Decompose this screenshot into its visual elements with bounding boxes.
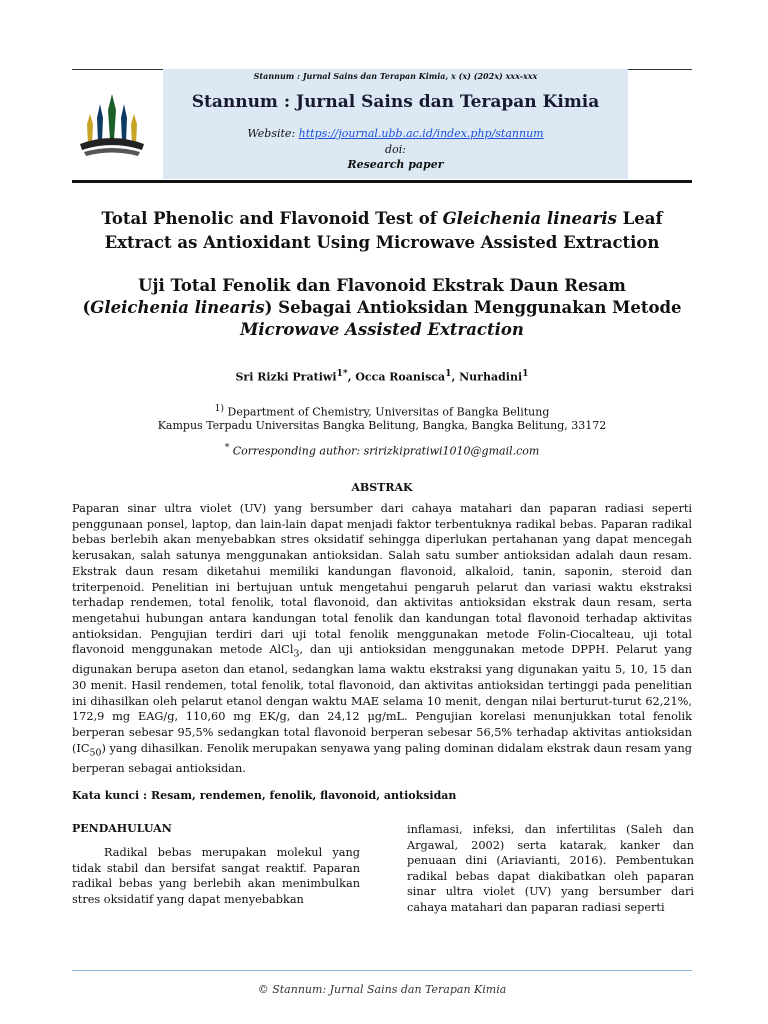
corresponding-author: * Corresponding author: sririzkipratiwi1010@gmail.com (224, 442, 540, 458)
keywords: Kata kunci : Resam, rendemen, fenolik, flavonoid, antioksidan (72, 789, 457, 802)
english-title (72, 207, 692, 255)
author-name: , Nurhadini (451, 370, 523, 384)
author-name: , Occa Roanisca (347, 370, 446, 384)
author-name: Sri Rizki Pratiwi (235, 370, 337, 384)
footer-rule (72, 970, 692, 971)
header-bottom-rule (72, 180, 692, 183)
introduction-right-column: inflamasi, infeksi, dan infertilitas (Saleh dan Argawal, 2002) serta katarak, kanker dan penuaan dini (Ariavianti, 2016). Pembentukan radikal bebas dapat diakibatkan oleh paparan sinar ultra violet (UV) yang bersumber dari cahaya matahari dan paparan radiasi seperti (407, 823, 694, 914)
indonesian-title (72, 275, 692, 341)
introduction-left-column: Radikal bebas merupakan molekul yang tidak stabil dan bersifat sangat reaktif. Paparan radikal bebas yang berlebih akan menimbulkan stres oksidatif yang dapat menyebabkan (72, 846, 360, 906)
species-name: Gleichenia linearis (90, 298, 265, 317)
website-link[interactable]: https://journal.ubb.ac.id/index.php/stannum (298, 127, 544, 140)
website-line (163, 127, 628, 140)
english-title-line1: Total Phenolic and Flavonoid Test of Gleichenia linearis Leaf (101, 209, 663, 228)
section-heading-introduction: PENDAHULUAN (72, 822, 172, 835)
indonesian-title-line3: Microwave Assisted Extraction (240, 320, 524, 339)
website-label: Website: (247, 127, 299, 140)
indonesian-title-line2: (Gleichenia linearis) Sebagai Antioksidan Menggunakan Metode (82, 298, 682, 317)
journal-title: Stannum : Jurnal Sains dan Terapan Kimia (191, 92, 600, 112)
affiliation-line1: $^{1)}$ Department of Chemistry, Universitas of Bangka Belitung (214, 403, 550, 419)
indonesian-title-line1: Uji Total Fenolik dan Flavonoid Ekstrak Daun Resam (138, 276, 626, 295)
abstract-heading: ABSTRAK (351, 481, 413, 494)
affiliation-line2: Kampus Terpadu Universitas Bangka Belitung, Bangka, Bangka Belitung, 33172 (157, 419, 607, 432)
paper-type: Research paper (347, 158, 444, 171)
author-list: Sri Rizki Pratiwi$^{1*}$, Occa Roanisca$^1$, Nurhadini$^1$ (235, 368, 529, 384)
doi-line: doi: (385, 143, 406, 156)
abstract-body: Paparan sinar ultra violet (UV) yang bersumber dari cahaya matahari dan paparan radiasi seperti penggunaan ponsel, laptop, dan lain-lain dapat menjadi faktor terbentuknya radikal bebas. Paparan radikal bebas berlebih akan menyebabkan stres oksidatif sehingga diperlukan pertahanan yang dapat mencegah kerusakan, salah satunya menggunakan antioksidan. Salah satu sumber antioksidan adalah daun resam. Ekstrak daun resam diketahui memiliki kandungan flavonoid, alkaloid, tanin, saponin, steroid dan triterpenoid. Penelitian ini bertujuan untuk mengetahui pengaruh pelarut dan variasi waktu ekstraksi terhadap rendemen, total fenolik, total flavonoid, dan aktivitas antioksidan ekstrak daun resam, serta mengetahui hubungan antara kandungan total fenolik dan kandungan total flavonoid terhadap aktivitas antioksidan. Pengujian terdiri dari uji total fenolik menggunakan metode Folin-Ciocalteau, uji total flavonoid menggunakan metode AlCl$_3$, dan uji antioksidan menggunakan metode DPPH. Pelarut yang digunakan berupa aseton dan etanol, sedangkan lama waktu ekstraksi yang digunakan yaitu 5, 10, 15 dan 30 menit. Hasil rendemen, total fenolik, total flavonoid, dan aktivitas antioksidan tertinggi pada penelitian ini dihasilkan oleh pelarut etanol dengan waktu MAE selama 10 menit, dengan nilai berturut-turut 62,21%, 172,9 mg EAG/g, 110,60 mg EK/g, dan 24,12 μg/mL. Pengujian korelasi menunjukkan total fenolik berperan sebesar 95,5% sedangkan total flavonoid berperan sebesar 56,5% terhadap aktivitas antioksidan $(IC_{50})$ yang dihasilkan. Fenolik merupakan senyawa yang paling dominan didalam ekstrak daun resam yang berperan sebagai antioksidan. (72, 502, 692, 775)
citation-line: Stannum : Jurnal Sains dan Terapan Kimia, x (x) (202x) xxx-xxx (253, 71, 538, 81)
species-name: Gleichenia linearis (442, 209, 617, 228)
footer-copyright: © Stannum: Jurnal Sains dan Terapan Kimia (257, 983, 507, 996)
english-title-line2: Extract as Antioxidant Using Microwave Assisted Extraction (104, 233, 660, 252)
journal-logo-icon (76, 92, 148, 164)
